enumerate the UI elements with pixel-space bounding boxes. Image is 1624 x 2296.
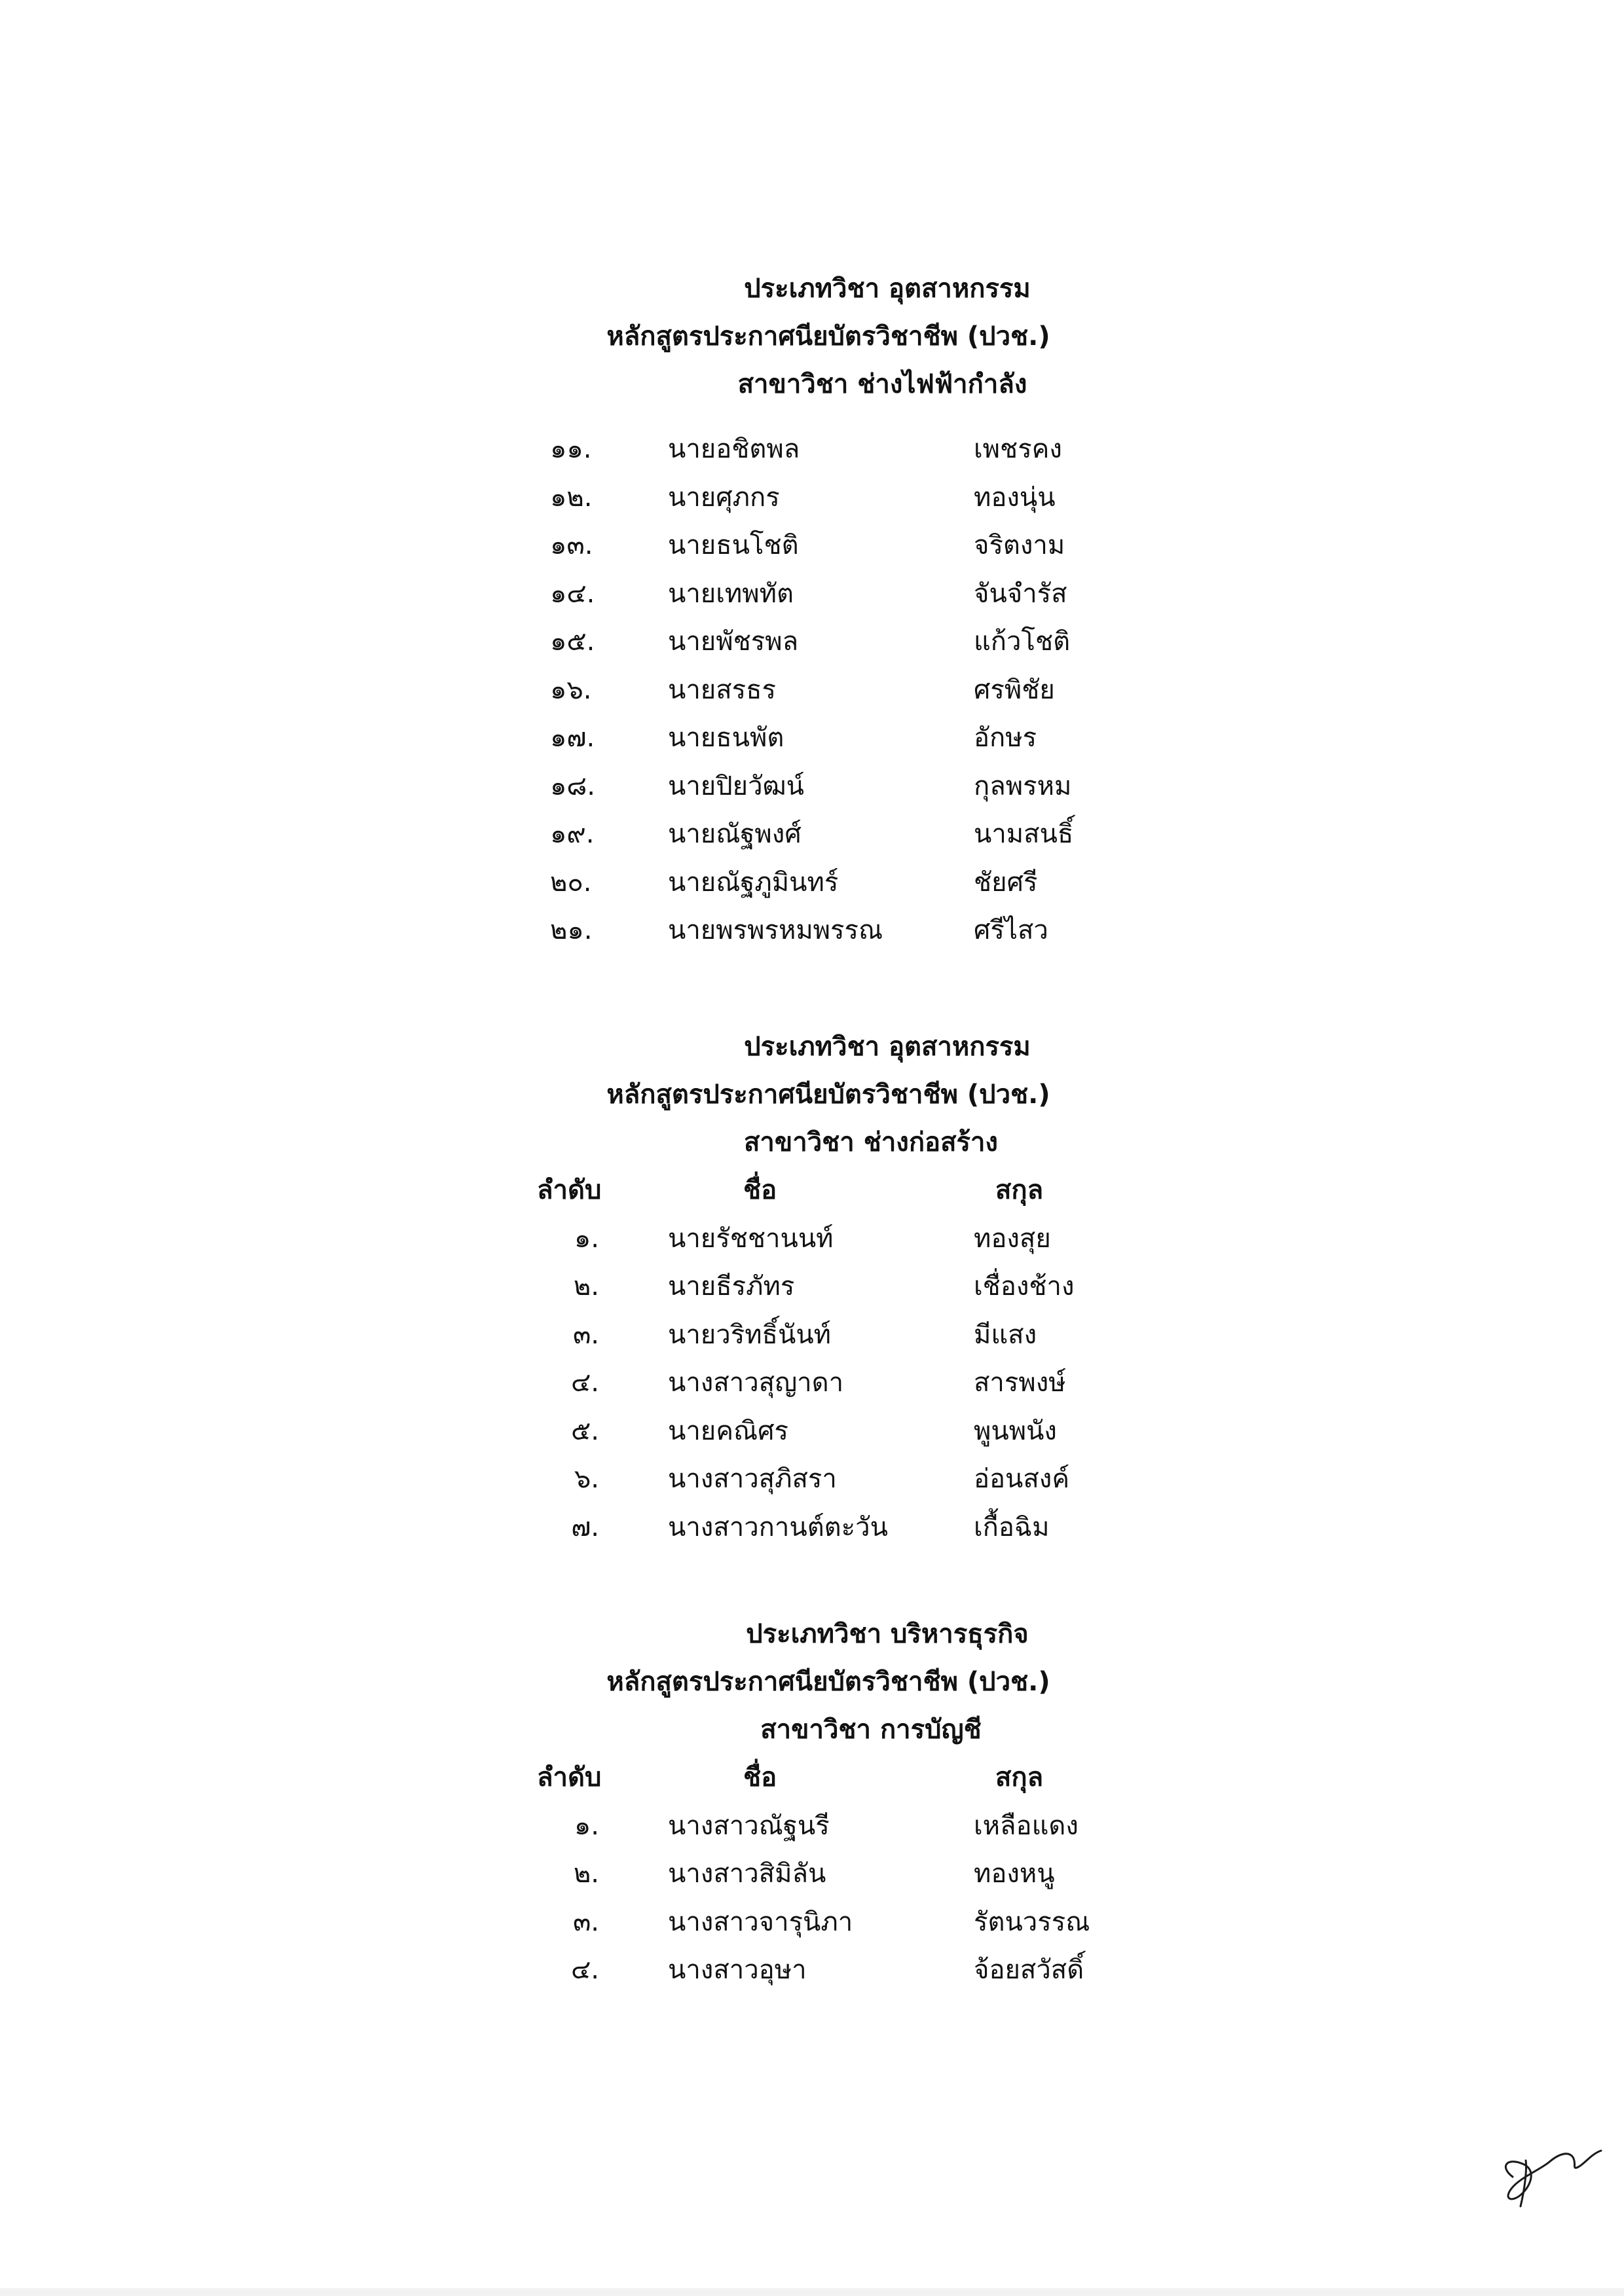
row-number: ๑๓.	[550, 530, 593, 560]
surname: จันจำรัส	[974, 578, 1067, 609]
row-number: ๕.	[571, 1415, 599, 1446]
row-number: ๑.	[574, 1223, 599, 1254]
surname: นามสนธิ์	[974, 819, 1074, 849]
table-row	[0, 811, 1624, 859]
row-number: ๒.	[573, 1271, 599, 1302]
first-name: นายธีรภัทร	[668, 1271, 795, 1302]
first-name: นายวริทธิ์นันท์	[668, 1319, 832, 1350]
section-heading	[0, 1611, 1624, 1754]
surname: เหลือแดง	[974, 1810, 1079, 1841]
major-title: สาขาวิชา ช่างไฟฟ้ากำลัง	[737, 369, 1027, 399]
table-row	[0, 763, 1624, 811]
table-row	[0, 1946, 1624, 1995]
surname: จริตงาม	[974, 530, 1065, 560]
header-surname: สกุล	[995, 1762, 1044, 1793]
row-number: ๒๐.	[550, 867, 592, 898]
table-row	[0, 1311, 1624, 1360]
surname: จ้อยสวัสดิ์	[974, 1955, 1084, 1985]
first-name: นางสาวจารุนิภา	[668, 1906, 853, 1937]
table-row	[0, 714, 1624, 763]
table-row	[0, 1899, 1624, 1947]
first-name: นายสรธร	[668, 674, 777, 705]
row-number: ๖.	[574, 1464, 599, 1494]
first-name: นายธนโชติ	[668, 530, 799, 560]
surname: ทองนุ่น	[974, 482, 1056, 513]
surname: อักษร	[974, 723, 1037, 753]
surname: อ่อนสงค์	[974, 1464, 1070, 1494]
table-row	[0, 907, 1624, 955]
table-row	[0, 859, 1624, 907]
row-number: ๑๕.	[550, 627, 595, 657]
first-name: นางสาวณัฐนรี	[668, 1810, 830, 1841]
row-number: ๑.	[574, 1810, 599, 1841]
table-row	[0, 1263, 1624, 1311]
table-row	[0, 1455, 1624, 1504]
student-table	[0, 1754, 1624, 1995]
surname: รัตนวรรณ	[974, 1906, 1090, 1937]
surname: ศรีไสว	[974, 915, 1048, 945]
row-number: ๔.	[571, 1955, 599, 1985]
major-title: สาขาวิชา ช่างก่อสร้าง	[744, 1127, 998, 1157]
signature-mark	[1486, 2131, 1617, 2216]
table-row	[0, 474, 1624, 522]
surname: ทองสุย	[974, 1223, 1051, 1254]
row-number: ๑๑.	[550, 434, 592, 464]
section-heading	[0, 1023, 1624, 1167]
category-title: ประเภทวิชา อุตสาหกรรม	[744, 274, 1031, 304]
program-title: หลักสูตรประกาศนียบัตรวิชาชีพ (ปวช.)	[606, 1667, 1050, 1697]
student-table	[0, 426, 1624, 955]
section-electrical	[0, 265, 1624, 955]
student-table	[0, 1167, 1624, 1552]
table-header	[0, 1167, 1624, 1215]
table-row	[0, 618, 1624, 666]
row-number: ๑๖.	[550, 674, 592, 705]
surname: มีแสง	[974, 1319, 1037, 1350]
row-number: ๗.	[571, 1512, 599, 1542]
first-name: นางสาวสิมิลัน	[668, 1859, 826, 1889]
first-name: นางสาวอุษา	[668, 1955, 807, 1985]
row-number: ๑๔.	[550, 578, 595, 609]
first-name: นายศุภกร	[668, 482, 780, 513]
table-row	[0, 1850, 1624, 1899]
category-title: ประเภทวิชา อุตสาหกรรม	[744, 1032, 1031, 1062]
program-title: หลักสูตรประกาศนียบัตรวิชาชีพ (ปวช.)	[606, 1080, 1050, 1110]
table-row	[0, 1359, 1624, 1408]
surname: เชื่องช้าง	[974, 1271, 1075, 1302]
first-name: นายธนพัต	[668, 723, 784, 753]
first-name: นางสาวสุภิสรา	[668, 1464, 837, 1494]
row-number: ๑๒.	[550, 482, 593, 513]
header-order: ลำดับ	[537, 1762, 602, 1793]
table-row	[0, 426, 1624, 474]
section-heading	[0, 265, 1624, 409]
surname: สารพงษ์	[974, 1368, 1066, 1398]
table-row	[0, 570, 1624, 619]
first-name: นายอชิตพล	[668, 434, 800, 464]
surname: เกื้อฉิม	[974, 1512, 1050, 1542]
surname: เพชรคง	[974, 434, 1062, 464]
table-row	[0, 522, 1624, 570]
first-name: นายพรพรหมพรรณ	[668, 915, 883, 945]
first-name: นายคณิศร	[668, 1415, 788, 1446]
category-title: ประเภทวิชา บริหารธุรกิจ	[746, 1619, 1029, 1649]
major-title: สาขาวิชา การบัญชี	[760, 1715, 982, 1745]
first-name: นายณัฐภูมินทร์	[668, 867, 839, 898]
table-header	[0, 1754, 1624, 1802]
row-number: ๒.	[573, 1859, 599, 1889]
row-number: ๓.	[572, 1906, 599, 1937]
table-row	[0, 666, 1624, 715]
first-name: นายณัฐพงศ์	[668, 819, 802, 849]
header-name: ชื่อ	[743, 1175, 777, 1205]
table-row	[0, 1504, 1624, 1552]
surname: ทองหนู	[974, 1859, 1055, 1889]
first-name: นางสาวกานต์ตะวัน	[668, 1512, 888, 1542]
surname: แก้วโชติ	[974, 627, 1071, 657]
header-order: ลำดับ	[537, 1175, 602, 1205]
table-row	[0, 1408, 1624, 1456]
surname: กุลพรหม	[974, 771, 1072, 801]
row-number: ๓.	[572, 1319, 599, 1350]
first-name: นายปิยวัฒน์	[668, 771, 805, 801]
scan-edge	[0, 2288, 1624, 2296]
header-name: ชื่อ	[743, 1762, 777, 1793]
first-name: นายพัชรพล	[668, 627, 799, 657]
row-number: ๔.	[571, 1368, 599, 1398]
row-number: ๑๗.	[550, 723, 595, 753]
first-name: นางสาวสุญาดา	[668, 1368, 844, 1398]
surname: พูนพนัง	[974, 1415, 1057, 1446]
table-row	[0, 1802, 1624, 1851]
row-number: ๒๑.	[550, 915, 593, 945]
first-name: นายรัชชานนท์	[668, 1223, 834, 1254]
row-number: ๑๘.	[550, 771, 595, 801]
row-number: ๑๙.	[550, 819, 595, 849]
program-title: หลักสูตรประกาศนียบัตรวิชาชีพ (ปวช.)	[606, 321, 1050, 352]
first-name: นายเทพทัต	[668, 578, 794, 609]
section-accounting	[0, 1611, 1624, 1995]
table-row	[0, 1215, 1624, 1264]
header-surname: สกุล	[995, 1175, 1044, 1205]
section-construction	[0, 1023, 1624, 1552]
surname: ศรพิชัย	[974, 674, 1055, 705]
surname: ชัยศรี	[974, 867, 1038, 898]
